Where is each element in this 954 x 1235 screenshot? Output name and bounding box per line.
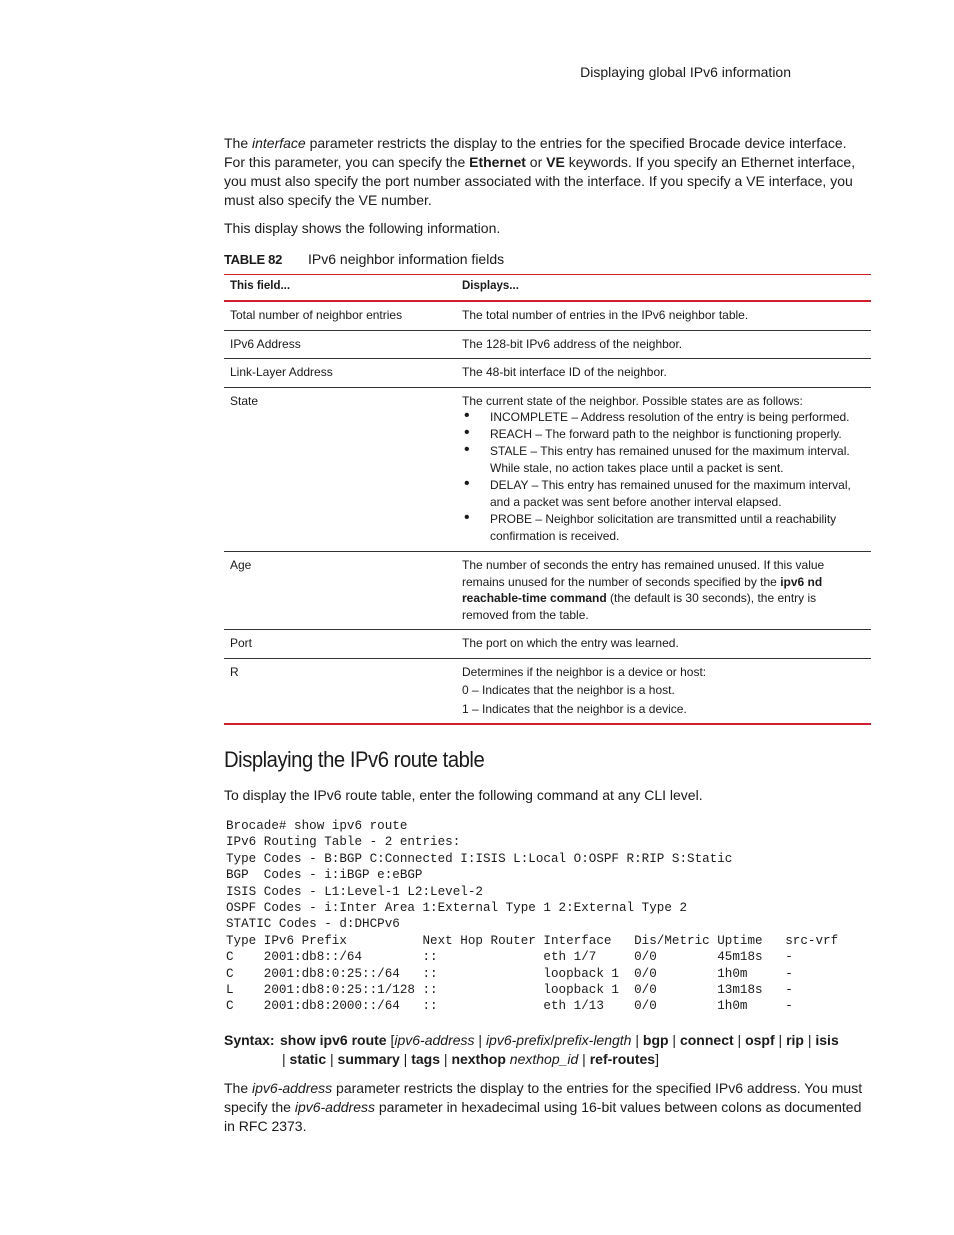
field-cell: Port <box>224 630 456 659</box>
table-row <box>224 301 871 330</box>
ipv6-address-paragraph: The ipv6-address parameter restricts the display to the entries for the specified IPv6 address. You must specify the ipv6-address parameter in hexadecimal using 16-bit values between colons as documented in RFC 2373. <box>224 1079 863 1134</box>
table-row <box>224 330 871 359</box>
r-line: 1 – Indicates that the neighbor is a device. <box>462 701 687 716</box>
list-item: • STALE – This entry has remained unused for the maximum interval. While stale, no action takes place until a packet is sent. <box>462 443 865 477</box>
r-line: 0 – Indicates that the neighbor is a host. <box>462 683 675 697</box>
table-title: IPv6 neighbor information fields <box>308 251 505 267</box>
list-item: • REACH – The forward path to the neighbor is functioning properly. <box>462 426 865 443</box>
section-lead: To display the IPv6 route table, enter the following command at any CLI level. <box>224 787 703 803</box>
desc-cell <box>456 387 871 552</box>
neighbor-fields-table <box>224 274 871 725</box>
r-intro: Determines if the neighbor is a device or host: <box>462 664 707 679</box>
desc-cell: The 128-bit IPv6 address of the neighbor. <box>456 330 871 359</box>
field-cell: Age <box>224 552 456 630</box>
table-row <box>224 359 871 388</box>
field-cell: IPv6 Address <box>224 330 456 359</box>
table-row <box>224 387 871 552</box>
intro-section <box>224 134 871 238</box>
list-item: • PROBE – Neighbor solicitation are transmitted until a reachability confirmation is received. <box>462 511 865 545</box>
table-row <box>224 630 871 659</box>
table-caption <box>224 250 871 269</box>
field-cell: State <box>224 387 456 552</box>
list-item: • INCOMPLETE – Address resolution of the entry is being performed. <box>462 409 865 426</box>
param-ipv6-address: ipv6-address <box>252 1079 333 1096</box>
header-displays: Displays... <box>456 275 871 302</box>
table-label: TABLE 82 <box>224 252 283 267</box>
syntax-block <box>224 1031 871 1069</box>
desc-cell: The 48-bit interface ID of the neighbor. <box>456 359 871 388</box>
keyword-ve: VE <box>546 154 565 170</box>
syntax-line-2: | static | summary | tags | nexthop nexthop_id | ref-routes] <box>282 1050 659 1067</box>
page-content <box>224 134 871 1136</box>
table-header-row <box>224 275 871 302</box>
desc-cell: The total number of entries in the IPv6 neighbor table. <box>456 301 871 330</box>
syntax-label: Syntax: <box>224 1031 275 1048</box>
intro-paragraph: The interface parameter restricts the display to the entries for the specified Brocade device interface. For this parameter, you can specify the Ethernet or VE keywords. If you specify an Ethernet interface, you must also specify the port number associated with the interface. If you specify a VE interface, you must also specify the VE number. <box>224 135 856 208</box>
table-row <box>224 552 871 630</box>
list-item: • DELAY – This entry has remained unused for the maximum interval, and a packet was sent before another interval elapsed. <box>462 477 865 511</box>
desc-cell <box>456 658 871 724</box>
param-interface: interface <box>252 135 306 151</box>
section-heading: Displaying the IPv6 route table <box>224 747 485 772</box>
desc-cell: The number of seconds the entry has remained unused. If this value remains unused for the number of seconds specified by the ipv6 nd reachable-time command (the default is 30 seconds), the entry is removed from the table. <box>456 552 871 630</box>
keyword-ethernet: Ethernet <box>469 154 526 170</box>
desc-cell: The port on which the entry was learned. <box>456 630 871 659</box>
field-cell: Total number of neighbor entries <box>224 301 456 330</box>
field-cell: R <box>224 658 456 724</box>
state-list <box>462 409 865 545</box>
cli-output: Brocade# show ipv6 route IPv6 Routing Table - 2 entries: Type Codes - B:BGP C:Connected I:ISIS L:Local O:OSPF R:RIP S:Static BGP Codes - i:iBGP e:eBGP ISIS Codes - L1:Level-1 L2:Level-2 OSPF Codes - i:Inter Area 1:External Type 1 2:External Type 2 STATIC Codes - d:DHCPv6 Type IPv6 Prefix Next Hop Router Interface Dis/Metric Uptime src-vrf C 2001:db8::/64 :: eth 1/7 0/0 45m18s - C 2001:db8:0:25::/64 :: loopback 1 0/0 1h0m - L 2001:db8:0:25::1/128 :: loopback 1 0/0 13m18s - C 2001:db8:2000::/64 :: eth 1/13 0/0 1h0m - <box>226 819 839 1014</box>
param-ipv6-address: ipv6-address <box>294 1098 375 1115</box>
header-field: This field... <box>224 275 456 302</box>
state-intro: The current state of the neighbor. Possible states are as follows: <box>462 393 803 408</box>
running-header: Displaying global IPv6 information <box>580 64 791 80</box>
syntax-line-1: show ipv6 route [ipv6-address | ipv6-prefix/prefix-length | bgp | connect | ospf | rip | isis <box>280 1031 839 1048</box>
display-info-paragraph: This display shows the following information. <box>224 220 501 236</box>
command-reachable-time: ipv6 nd reachable-time command <box>462 574 823 605</box>
table-row <box>224 658 871 724</box>
field-cell: Link-Layer Address <box>224 359 456 388</box>
